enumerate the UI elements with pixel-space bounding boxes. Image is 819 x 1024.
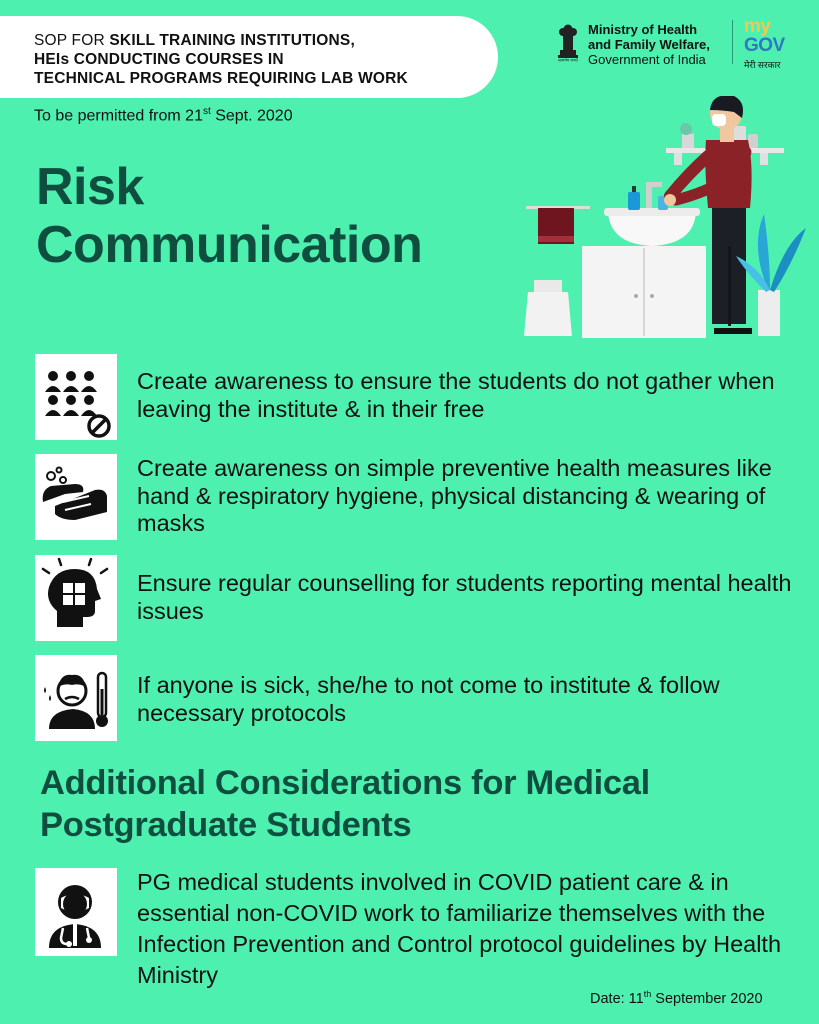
footer-date: [590, 989, 763, 1007]
date-sup: th: [643, 989, 652, 999]
mygov-my: my: [744, 16, 771, 37]
title-line2: Communication: [36, 216, 423, 274]
date-suffix: September 2020: [651, 990, 763, 1007]
permit-sup: st: [202, 106, 211, 117]
permit-prefix: To be permitted from 21: [34, 107, 203, 125]
header-line2: HEIs CONDUCTING COURSES IN: [34, 51, 284, 68]
pg-item-text: PG medical students involved in COVID patient care & in essential non-COVID work to familiarize themselves with the Infection Prevention and Control protocol guidelines by Health Ministry: [137, 869, 782, 988]
hand-washing-illustration: [524, 96, 808, 340]
sick-person-thermometer-icon: [35, 655, 117, 741]
mygov-gov: GOV: [744, 35, 785, 56]
item-text-3: Ensure regular counselling for students reporting mental health issues: [137, 570, 792, 624]
item-text-1: Create awareness to ensure the students do not gather when leaving the institute & in their free: [137, 368, 775, 422]
permit-date: [34, 106, 293, 125]
title-line1: Risk: [36, 158, 144, 216]
ministry-line3: Government of India: [588, 52, 706, 67]
no-gathering-icon: [35, 354, 117, 440]
section-title: [40, 762, 800, 846]
ministry-line1: Ministry of Health: [588, 22, 698, 37]
svg-text:सत्यमेव जयते: सत्यमेव जयते: [558, 57, 578, 62]
hand-washing-icon: [35, 454, 117, 540]
section-title-line1: Additional Considerations for Medical: [40, 764, 650, 802]
ministry-line2: and Family Welfare,: [588, 37, 710, 52]
header-line3: TECHNICAL PROGRAMS REQUIRING LAB WORK: [34, 70, 408, 87]
header-line1-bold: SKILL TRAINING INSTITUTIONS,: [109, 32, 355, 49]
header-line1-prefix: SOP FOR: [34, 32, 110, 49]
logo-divider: [732, 20, 733, 64]
header-title: [34, 31, 484, 88]
date-prefix: Date: 11: [590, 990, 644, 1007]
doctor-icon: [35, 868, 117, 956]
section-title-line2: Postgraduate Students: [40, 806, 412, 844]
permit-suffix: Sept. 2020: [210, 107, 293, 125]
page-title: [36, 158, 422, 274]
mygov-logo: [744, 18, 804, 71]
ministry-name: [588, 22, 710, 67]
mental-health-icon: [35, 555, 117, 641]
national-emblem-icon: [554, 20, 582, 62]
item-text-2: Create awareness on simple preventive health measures like hand & respiratory hygiene, physical distancing & wearing of masks: [137, 455, 772, 536]
item-text-4: If anyone is sick, she/he to not come to institute & follow necessary protocols: [137, 672, 720, 726]
mygov-hindi: मेरी सरकार: [744, 60, 781, 70]
